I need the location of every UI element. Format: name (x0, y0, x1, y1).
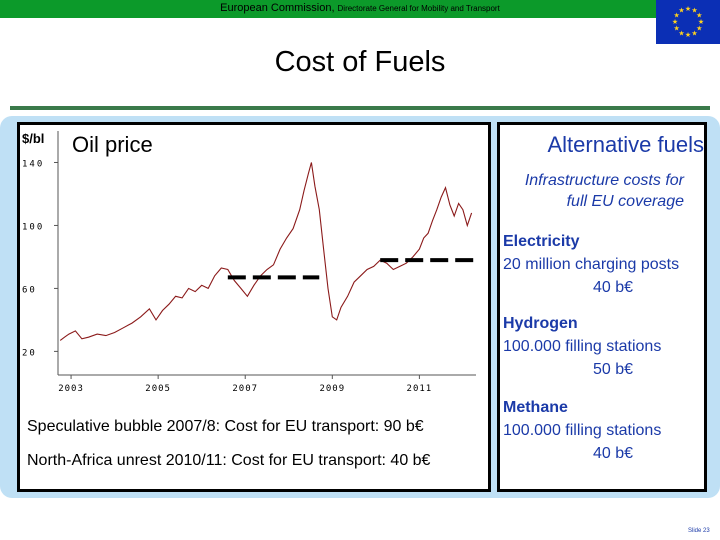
eu-flag-logo (656, 0, 720, 44)
fuel-item-electricity (503, 230, 700, 299)
alternative-fuels-title: Alternative fuels (547, 132, 704, 157)
fuel-cost: 50 b€ (592, 361, 633, 378)
flag-star: ★ (684, 31, 692, 39)
flag-star: ★ (671, 18, 679, 26)
flag-star: ★ (673, 11, 680, 20)
fuel-cost: 40 b€ (592, 445, 633, 462)
note-speculative-bubble: Speculative bubble 2007/8: Cost for EU transport: 90 b€ (27, 418, 424, 435)
flag-star: ★ (696, 11, 703, 20)
chart-heading: Oil price (72, 132, 153, 157)
fuel-name: Electricity (503, 233, 580, 250)
fuel-detail: 20 million charging posts (503, 256, 680, 273)
oil-price-line (60, 163, 471, 341)
slide-number: Slide 23 (688, 528, 710, 534)
header-text (0, 2, 720, 14)
y-tick-label: 60 (22, 285, 37, 296)
y-tick-label: 20 (22, 348, 37, 359)
x-tick-label: 2005 (145, 384, 171, 394)
flag-star: ★ (673, 24, 680, 33)
flag-star: ★ (697, 18, 705, 26)
directorate-name: Directorate General for Mobility and Transport (337, 4, 500, 13)
y-tick-label: 140 (22, 159, 45, 170)
y-axis-label: $/bl (22, 131, 45, 146)
x-tick-label: 2009 (319, 384, 346, 394)
note-north-africa-unrest: North-Africa unrest 2010/11: Cost for EU transport: 40 b€ (27, 452, 431, 469)
flag-star: ★ (691, 6, 698, 15)
flag-star: ★ (678, 29, 685, 38)
y-tick-label: 100 (22, 222, 45, 233)
eu-flag-stars (656, 0, 720, 44)
organisation-name: European Commission, (220, 2, 335, 14)
flag-star: ★ (691, 29, 698, 38)
flag-star: ★ (684, 5, 692, 13)
title-divider (10, 106, 710, 110)
page-title: Cost of Fuels (274, 46, 446, 78)
flag-star: ★ (678, 6, 685, 15)
fuel-name: Methane (503, 399, 568, 416)
fuel-cost: 40 b€ (592, 279, 633, 296)
fuel-detail: 100.000 filling stations (503, 422, 662, 439)
fuel-detail: 100.000 filling stations (503, 338, 662, 355)
x-tick-label: 2007 (232, 384, 259, 394)
alternative-fuels-subtitle: Infrastructure costs for full EU coverage (524, 172, 684, 210)
fuel-item-hydrogen (503, 312, 661, 381)
fuel-name: Hydrogen (503, 315, 578, 332)
flag-star: ★ (696, 24, 703, 33)
fuel-item-methane (503, 396, 661, 465)
oil-price-chart (20, 125, 488, 407)
x-tick-label: 2011 (406, 384, 433, 394)
x-tick-label: 2003 (58, 384, 84, 394)
